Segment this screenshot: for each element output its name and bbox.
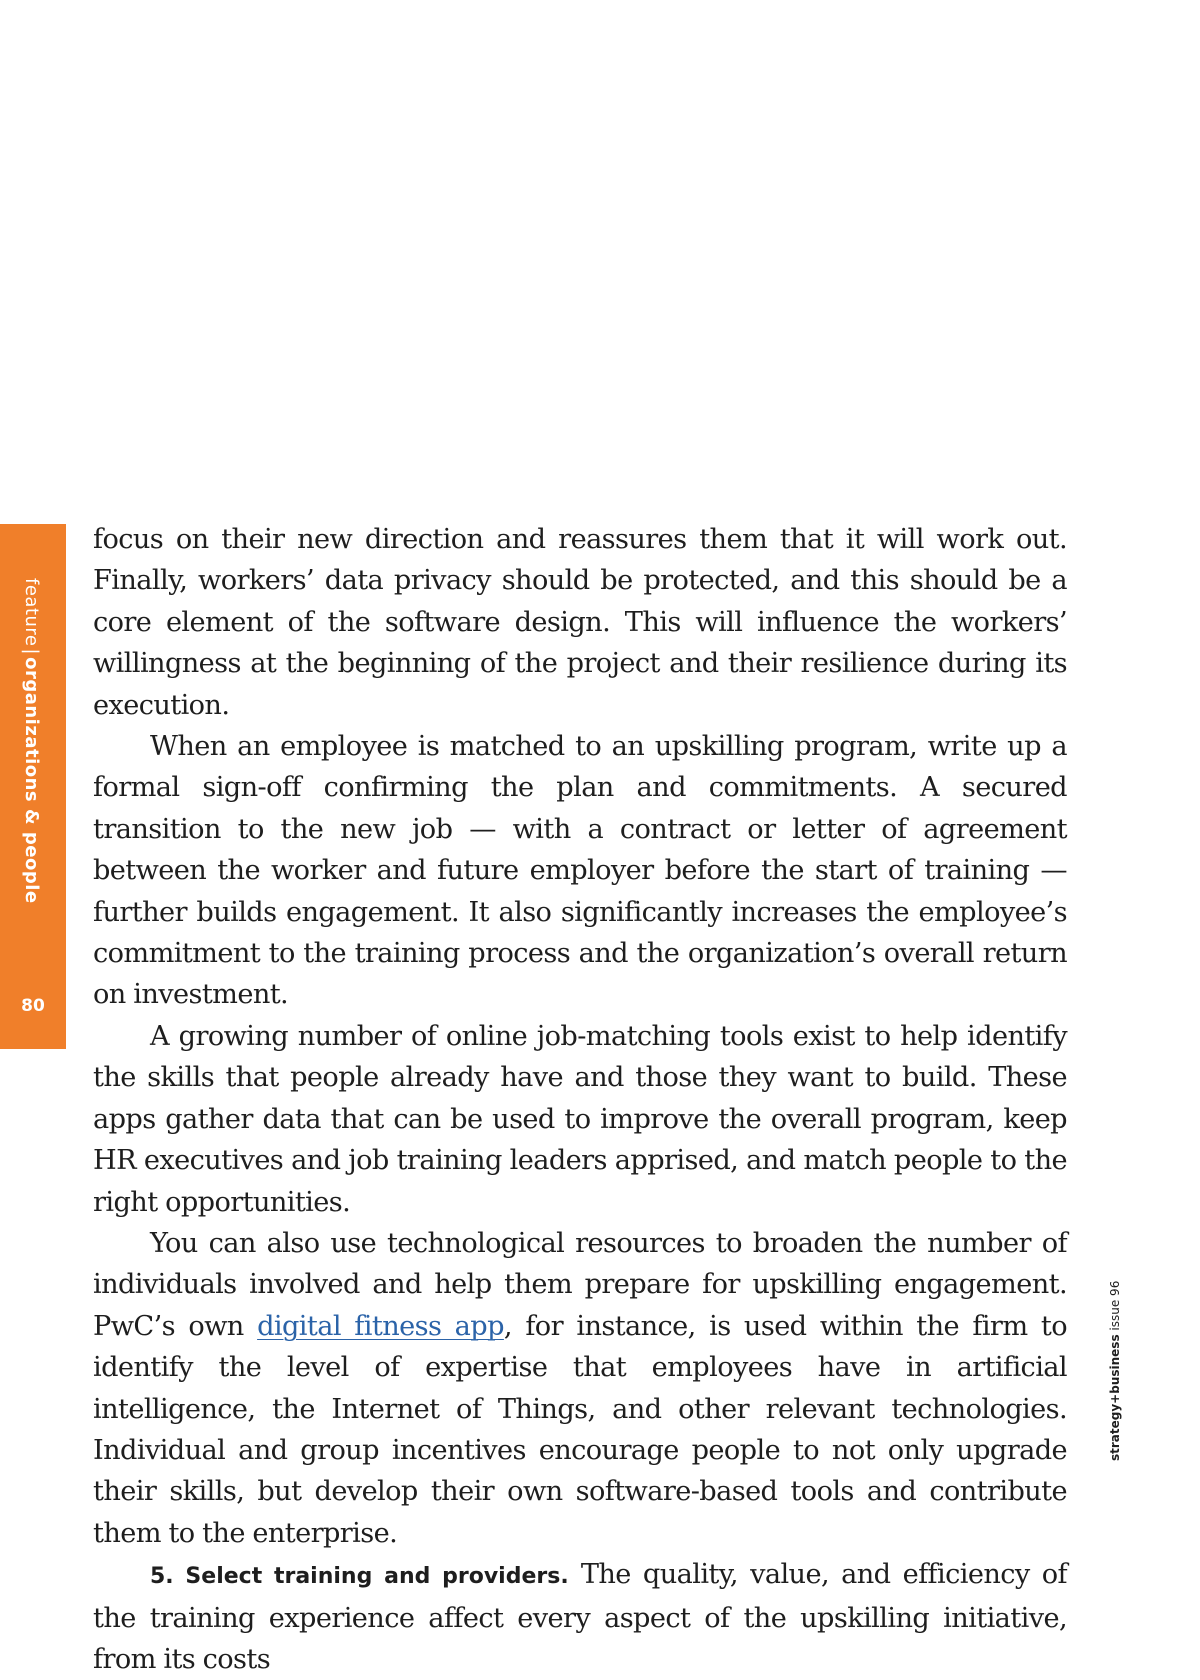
publication-footer [1106, 1280, 1130, 1465]
issue-label: issue 96 [1108, 1280, 1122, 1331]
step-heading: 5. Select training and providers. [150, 1564, 569, 1590]
paragraph-3: A growing number of online job-matching tools exist to help identify the skills that people already have and those they want to build. These apps gather data that can be used to improve the overall program, keep HR executives and job training leaders apprised, and match people to the right opportunities. [93, 1020, 1067, 1218]
paragraph-4 [93, 1223, 1067, 1554]
publication-name: strategy+business [1108, 1334, 1122, 1461]
section-topic: organizations & people [21, 657, 42, 904]
section-label [14, 578, 50, 908]
section-name: feature [21, 578, 42, 647]
paragraph-5 [93, 1554, 1067, 1680]
paragraph-4-intro: You can also use technological resources to broaden the number of individuals involved and help them prepare for upskilling engagement. PwC’s own [93, 1227, 1067, 1342]
digital-fitness-app-link[interactable]: digital fitness app [257, 1310, 504, 1342]
paragraph-1: focus on their new direction and reassures them that it will work out. Finally, workers’ data privacy should be protected, and this should be a core element of the software design. This will influence the workers’ willingness at the beginning of the project and their resilience during its execution. [93, 524, 1067, 721]
article-body [93, 519, 1067, 1680]
section-separator: | [21, 648, 42, 656]
page-number: 80 [21, 996, 45, 1016]
paragraph-5-text: The quality, value, and efficiency of the training experience affect every aspect of the upskilling initiative, from its costs [93, 1559, 1067, 1675]
paragraph-2: When an employee is matched to an upskilling program, write up a formal sign-off confirming the plan and commitments. A secured transition to the new job — with a contract or letter of agreement between the worker and future employer before the start of training — further builds engagement. It also significantly increases the employee’s commitment to the training process and the organization’s overall return on investment. [93, 731, 1067, 1011]
paragraph-4-rest: , for instance, is used within the firm to identify the level of expertise that employees have in artificial intelligence, the Internet of Things, and other relevant technologies. Individual and group incentives encourage people to not only upgrade their skills, but develop their own software-based tools and contribute them to the enterprise. [93, 1310, 1067, 1549]
